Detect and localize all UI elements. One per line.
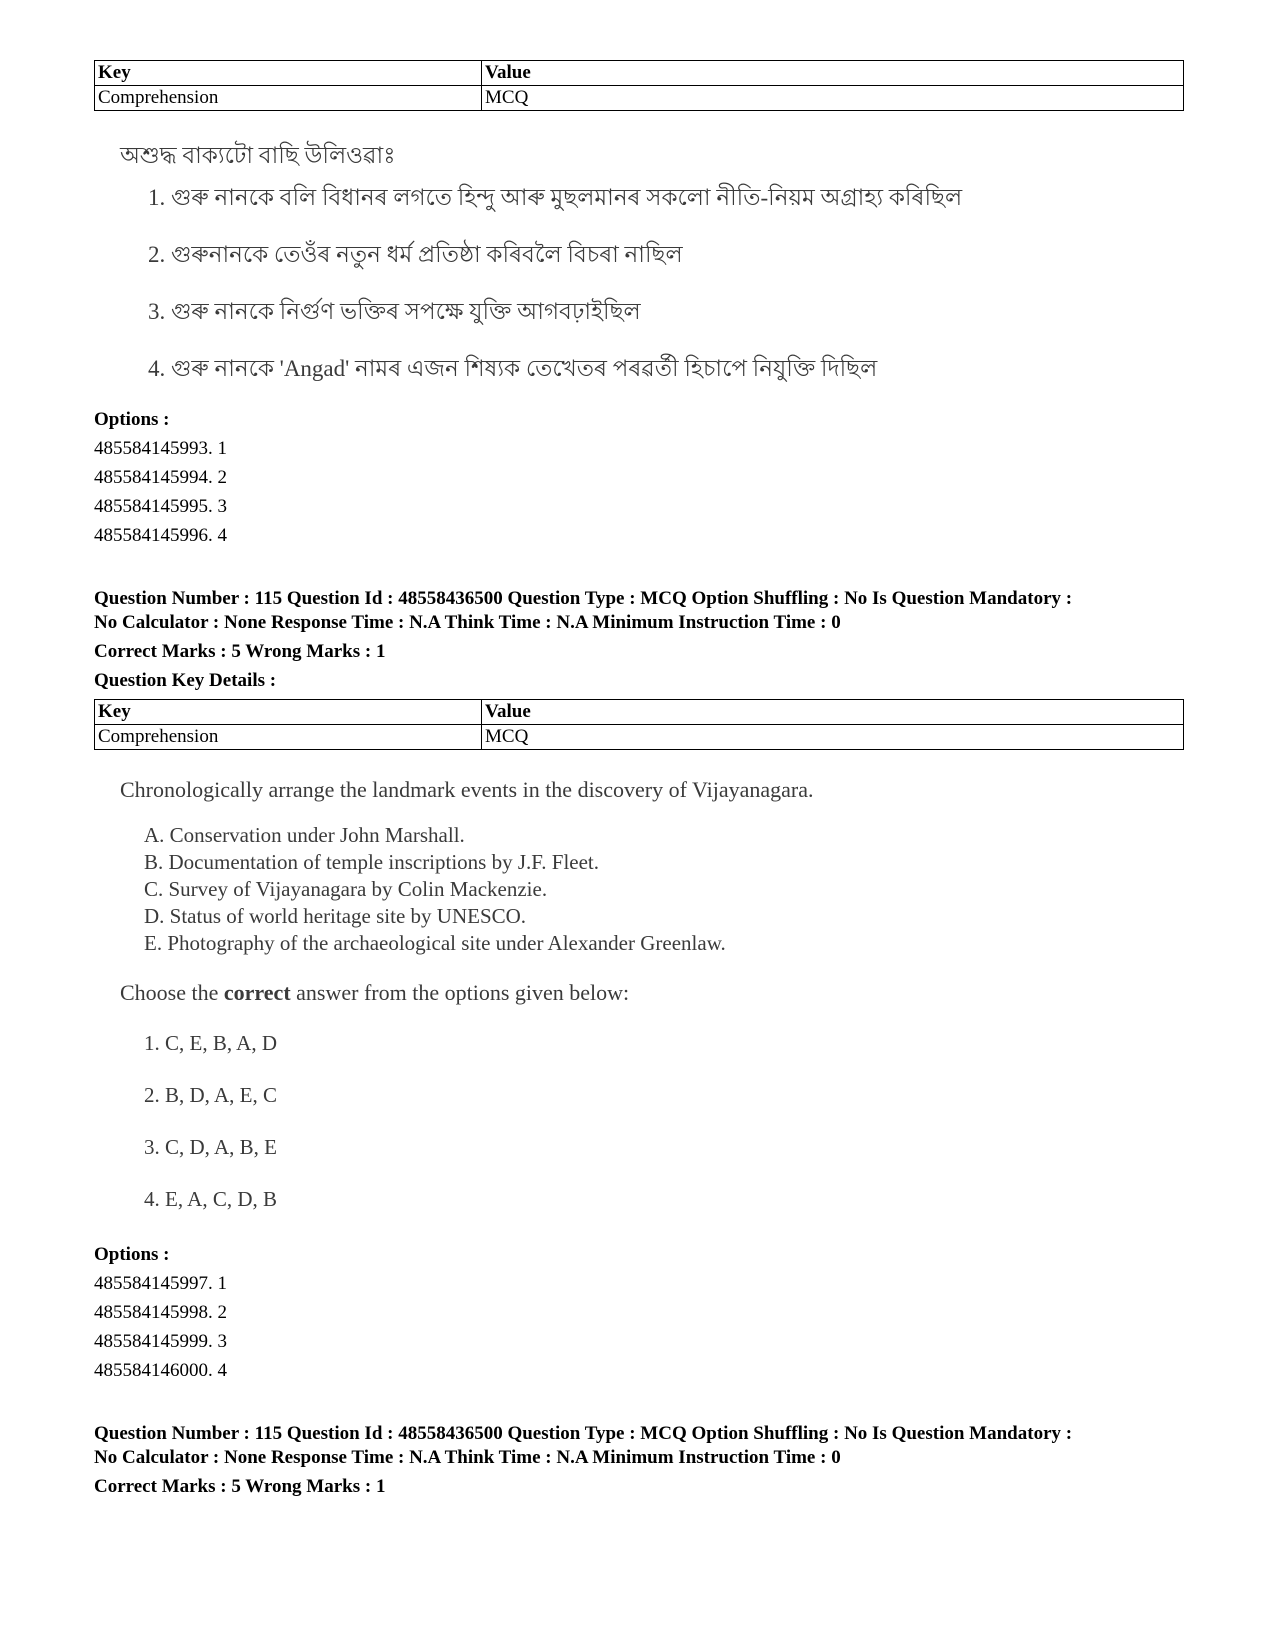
table-header-value: Value [482, 700, 1184, 725]
answer-list [120, 1029, 1184, 1213]
table-cell-value: MCQ [482, 86, 1184, 111]
options-label: Options : [94, 409, 170, 430]
answer-item: 4. E, A, C, D, B [144, 1187, 278, 1211]
table-header-key: Key [95, 61, 482, 86]
answer-item: 2. B, D, A, E, C [144, 1083, 278, 1107]
table-header-row [95, 61, 1184, 86]
marks-line: Correct Marks : 5 Wrong Marks : 1 [94, 641, 386, 662]
question-meta [94, 1422, 1184, 1499]
table-row [95, 725, 1184, 750]
table-row [95, 86, 1184, 111]
question-meta-line: No Calculator : None Response Time : N.A Think Time : N.A Minimum Instruction Time : 0 [94, 1447, 841, 1468]
table-cell-key: Comprehension [95, 725, 482, 750]
question-meta-line: No Calculator : None Response Time : N.A Think Time : N.A Minimum Instruction Time : 0 [94, 612, 841, 633]
answer-item: 1. C, E, B, A, D [144, 1031, 278, 1055]
answer-item: 3. C, D, A, B, E [144, 1135, 278, 1159]
options-list [94, 1269, 1184, 1385]
choose-instruction [120, 979, 1184, 1007]
question-prompt: অশুদ্ধ বাক্যটো বাছি উলিওৱাঃ [120, 143, 396, 168]
statement-item: 1. গুৰু নানকে বলি বিধানৰ লগতে হিন্দু আৰু মুছলমানৰ সকলো নীতি-নিয়ম অগ্ৰাহ্য কৰিছিল [148, 185, 963, 210]
options-list [94, 434, 1184, 550]
event-item: C. Survey of Vijayanagara by Colin Mackenzie. [144, 877, 548, 901]
question-image [94, 141, 1184, 384]
table-header-value: Value [482, 61, 1184, 86]
key-details-label: Question Key Details : [94, 670, 277, 691]
option-item: 485584146000. 4 [94, 1360, 227, 1381]
event-item: A. Conservation under John Marshall. [144, 823, 465, 847]
event-item: B. Documentation of temple inscriptions by J.F. Fleet. [144, 850, 600, 874]
question-meta [94, 587, 1184, 693]
question-meta-line: Question Number : 115 Question Id : 48558436500 Question Type : MCQ Option Shuffling : No Is Question Mandatory : [94, 1423, 1073, 1444]
option-item: 485584145995. 3 [94, 496, 227, 517]
option-item: 485584145996. 4 [94, 525, 227, 546]
statement-item: 2. গুৰুনানকে তেওঁৰ নতুন ধৰ্ম প্ৰতিষ্ঠা কৰিবলৈ বিচৰা নাছিল [148, 242, 683, 267]
option-item: 485584145993. 1 [94, 438, 227, 459]
statement-list [120, 183, 1184, 384]
choose-text: answer from the options given below: [290, 980, 630, 1005]
table-cell-key: Comprehension [95, 86, 482, 111]
event-list [120, 822, 1184, 957]
document-page [94, 60, 1184, 1499]
option-item: 485584145999. 3 [94, 1331, 227, 1352]
table-header-key: Key [95, 700, 482, 725]
table-header-row [95, 700, 1184, 725]
question-image [94, 776, 1184, 1213]
option-item: 485584145998. 2 [94, 1302, 227, 1323]
options-label: Options : [94, 1244, 170, 1265]
choose-emphasis: correct [223, 980, 291, 1005]
question-prompt: Chronologically arrange the landmark events in the discovery of Vijayanagara. [120, 777, 814, 802]
key-details-table [94, 699, 1184, 750]
statement-item: 4. গুৰু নানকে 'Angad' নামৰ এজন শিষ্যক তেখেতৰ পৰৱৰ্তী হিচাপে নিযুক্তি দিছিল [148, 356, 878, 381]
marks-line: Correct Marks : 5 Wrong Marks : 1 [94, 1476, 386, 1497]
event-item: D. Status of world heritage site by UNESCO. [144, 904, 527, 928]
statement-item: 3. গুৰু নানকে নিৰ্গুণ ভক্তিৰ সপক্ষে যুক্তি আগবঢ়াইছিল [148, 299, 641, 324]
event-item: E. Photography of the archaeological site under Alexander Greenlaw. [144, 931, 726, 955]
key-details-table [94, 60, 1184, 111]
question-meta-line: Question Number : 115 Question Id : 48558436500 Question Type : MCQ Option Shuffling : No Is Question Mandatory : [94, 588, 1073, 609]
choose-text: Choose the [120, 980, 224, 1005]
option-item: 485584145997. 1 [94, 1273, 227, 1294]
option-item: 485584145994. 2 [94, 467, 227, 488]
table-cell-value: MCQ [482, 725, 1184, 750]
